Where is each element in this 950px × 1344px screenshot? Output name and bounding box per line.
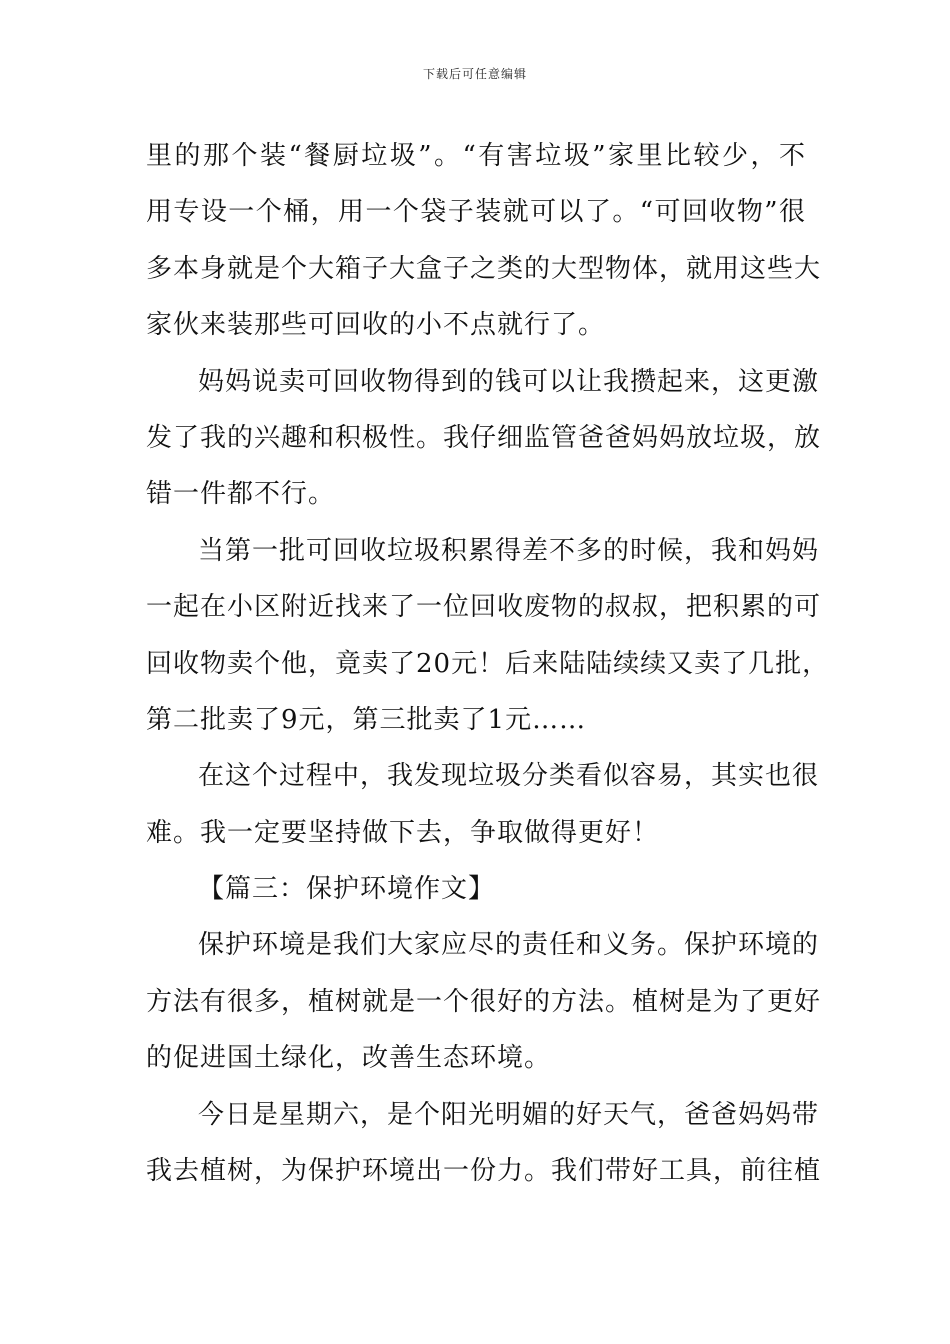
document-body [146, 128, 830, 1199]
page-header-note: 下载后可任意编辑 [422, 67, 527, 81]
body-line: 的促进国土绿化，改善生态环境。 [146, 1043, 552, 1074]
section-heading: 【篇三：保护环境作文】 [198, 874, 496, 905]
paragraph-first-line: 在这个过程中，我发现垃圾分类看似容易，其实也很 [198, 761, 820, 792]
body-line: 我去植树，为保护环境出一份力。我们带好工具，前往植 [146, 1156, 822, 1187]
body-line: 里的那个装“餐厨垃圾”。“有害垃圾”家里比较少，不 [146, 141, 806, 171]
body-line: 第二批卖了9元，第三批卖了1元…… [146, 704, 587, 735]
body-line: 回收物卖个他，竟卖了20元！后来陆陆续续又卖了几批， [146, 648, 830, 679]
body-line: 多本身就是个大箱子大盒子之类的大型物体，就用这些大 [146, 253, 822, 284]
body-line: 错一件都不行。 [146, 479, 336, 510]
body-line: 发了我的兴趣和积极性。我仔细监管爸爸妈妈放垃圾，放 [146, 422, 822, 453]
paragraph-first-line: 保护环境是我们大家应尽的责任和义务。保护环境的 [198, 930, 820, 961]
body-line: 方法有很多，植树就是一个很好的方法。植树是为了更好 [146, 986, 822, 1017]
paragraph-first-line: 今日是星期六，是个阳光明媚的好天气，爸爸妈妈带 [198, 1099, 820, 1130]
paragraph-first-line: 当第一批可回收垃圾积累得差不多的时候，我和妈妈 [198, 535, 820, 566]
body-line: 难。我一定要坚持做下去，争取做得更好！ [146, 817, 660, 848]
body-line: 一起在小区附近找来了一位回收废物的叔叔，把积累的可 [146, 592, 822, 623]
body-line: 用专设一个桶，用一个袋子装就可以了。“可回收物”很 [146, 197, 806, 228]
body-line: 家伙来装那些可回收的小不点就行了。 [146, 310, 606, 341]
paragraph-first-line: 妈妈说卖可回收物得到的钱可以让我攒起来，这更激 [198, 366, 820, 397]
